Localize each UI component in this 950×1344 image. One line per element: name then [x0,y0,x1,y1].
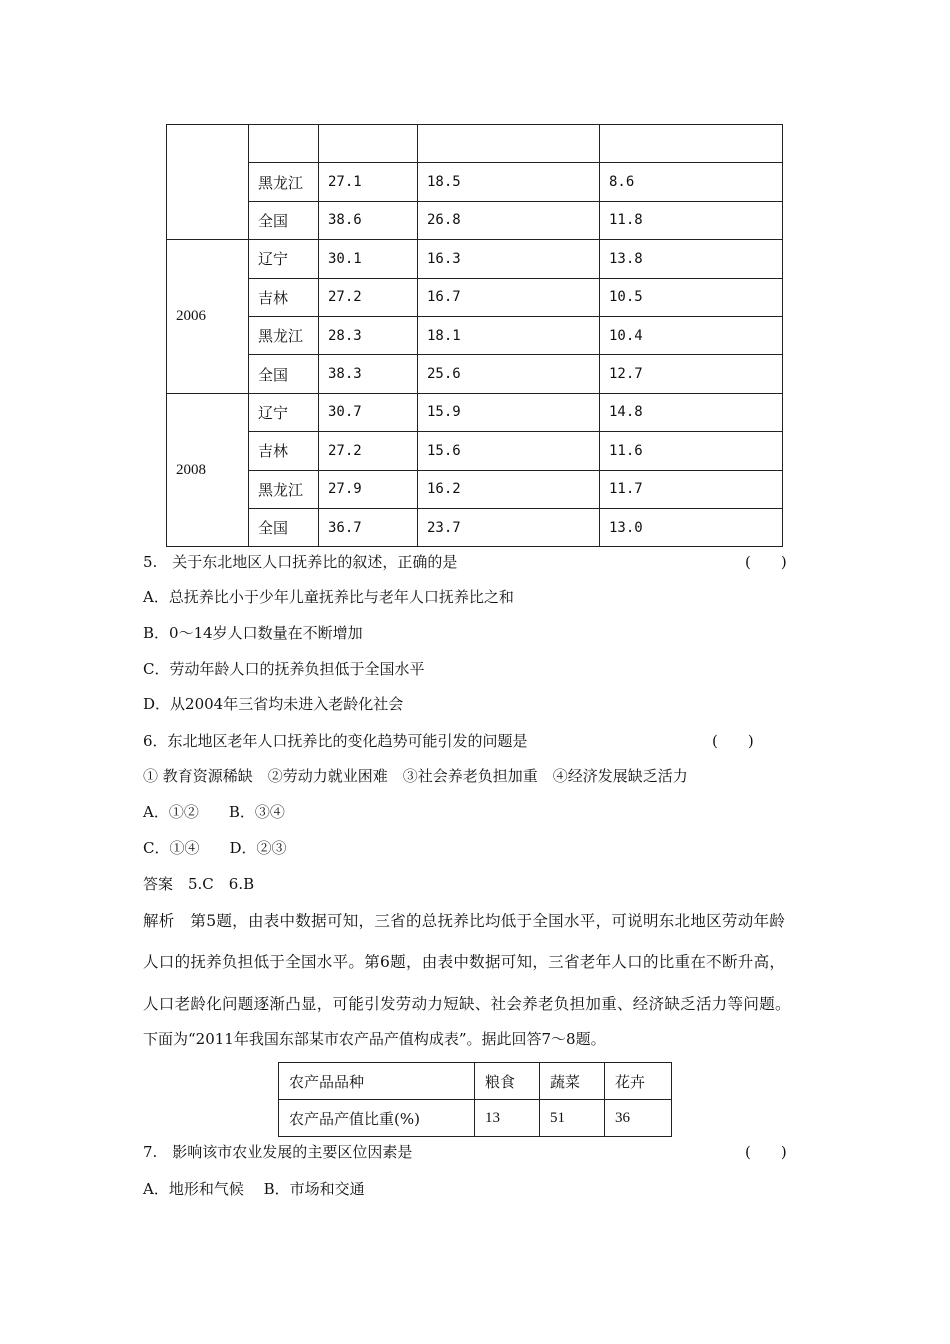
table-row [167,163,783,201]
question-5-option-a: A．总抚养比小于少年儿童抚养比与老年人口抚养比之和 [143,588,514,606]
region-cell: 辽宁 [249,240,319,278]
table-header-cell: 蔬菜 [540,1063,605,1100]
total-ratio-cell: 27.9 [319,470,418,508]
young-ratio-cell: 15.9 [418,393,600,431]
table-row [167,393,783,431]
question-5-answer-bracket: ( ) [745,553,787,571]
region-cell: 黑龙江 [249,470,319,508]
total-ratio-cell: 28.3 [319,316,418,354]
table-row [167,201,783,239]
table-row [167,355,783,393]
young-ratio-cell: 18.1 [418,316,600,354]
region-cell: 黑龙江 [249,316,319,354]
region-cell [249,125,319,163]
old-ratio-cell: 10.5 [600,278,783,316]
region-cell: 吉林 [249,432,319,470]
old-ratio-cell: 11.7 [600,470,783,508]
total-ratio-cell: 38.3 [319,355,418,393]
total-ratio-cell: 30.1 [319,240,418,278]
region-cell: 吉林 [249,278,319,316]
young-ratio-cell: 18.5 [418,163,600,201]
question-7-answer-bracket: ( ) [745,1143,787,1161]
table-row [279,1100,672,1137]
question-7-stem: 7. 影响该市农业发展的主要区位因素是 [143,1143,413,1161]
old-ratio-cell: 8.6 [600,163,783,201]
table-row [167,508,783,546]
population-dependency-table [166,124,783,547]
total-ratio-cell: 27.2 [319,432,418,470]
question-7-options-ab: A．地形和气候 B．市场和交通 [143,1180,365,1198]
old-ratio-cell [600,125,783,163]
old-ratio-cell: 11.8 [600,201,783,239]
total-ratio-cell: 36.7 [319,508,418,546]
young-ratio-cell: 16.7 [418,278,600,316]
question-5-option-b: B．0～14岁人口数量在不断增加 [143,624,363,642]
young-ratio-cell: 16.2 [418,470,600,508]
question-6-options-ab: A．①② B．③④ [143,803,285,821]
table-row [279,1063,672,1100]
table-cell: 36 [605,1100,672,1137]
table-header-cell: 农产品品种 [279,1063,475,1100]
total-ratio-cell: 38.6 [319,201,418,239]
answer-line: 答案 5.C 6.B [143,875,255,893]
analysis-line-3: 人口老龄化问题逐渐凸显，可能引发劳动力短缺、社会养老负担加重、经济缺乏活力等问题。 [143,995,791,1013]
table-header-cell: 粮食 [475,1063,540,1100]
year-cell: 2006 [167,240,249,394]
question-6-items: ① 教育资源稀缺 ②劳动力就业困难 ③社会养老负担加重 ④经济发展缺乏活力 [143,767,688,785]
old-ratio-cell: 11.6 [600,432,783,470]
analysis-line-2: 人口的抚养负担低于全国水平。第6题，由表中数据可知，三省老年人口的比重在不断升高， [143,953,786,971]
total-ratio-cell: 30.7 [319,393,418,431]
total-ratio-cell: 27.2 [319,278,418,316]
region-cell: 全国 [249,355,319,393]
question-5-stem: 5. 关于东北地区人口抚养比的叙述，正确的是 [143,553,458,571]
region-cell: 辽宁 [249,393,319,431]
young-ratio-cell: 26.8 [418,201,600,239]
young-ratio-cell: 15.6 [418,432,600,470]
table-header-cell: 花卉 [605,1063,672,1100]
question-6-stem: 6．东北地区老年人口抚养比的变化趋势可能引发的问题是 [143,732,528,750]
old-ratio-cell: 10.4 [600,316,783,354]
region-cell: 黑龙江 [249,163,319,201]
young-ratio-cell: 16.3 [418,240,600,278]
question-6-answer-bracket: ( ) [712,732,754,750]
table-row [167,125,783,163]
table-cell: 农产品产值比重(%) [279,1100,475,1137]
question-6-options-cd: C．①④ D．②③ [143,839,287,857]
table-row [167,432,783,470]
table-intro: 下面为“2011年我国东部某市农产品产值构成表”。据此回答7～8题。 [143,1030,606,1048]
table-cell: 51 [540,1100,605,1137]
year-cell: 2008 [167,393,249,547]
region-cell: 全国 [249,201,319,239]
question-5-option-d: D．从2004年三省均未进入老龄化社会 [143,695,404,713]
table-row [167,470,783,508]
question-5-option-c: C．劳动年龄人口的抚养负担低于全国水平 [143,660,425,678]
young-ratio-cell [418,125,600,163]
table-row [167,278,783,316]
region-cell: 全国 [249,508,319,546]
young-ratio-cell: 25.6 [418,355,600,393]
table-cell: 13 [475,1100,540,1137]
old-ratio-cell: 14.8 [600,393,783,431]
old-ratio-cell: 12.7 [600,355,783,393]
analysis-line-1: 解析 第5题，由表中数据可知，三省的总抚养比均低于全国水平，可说明东北地区劳动年龄 [143,912,786,930]
table-row [167,316,783,354]
old-ratio-cell: 13.0 [600,508,783,546]
total-ratio-cell [319,125,418,163]
total-ratio-cell: 27.1 [319,163,418,201]
young-ratio-cell: 23.7 [418,508,600,546]
old-ratio-cell: 13.8 [600,240,783,278]
table-row [167,240,783,278]
agri-output-table [278,1062,672,1137]
year-cell [167,125,249,240]
